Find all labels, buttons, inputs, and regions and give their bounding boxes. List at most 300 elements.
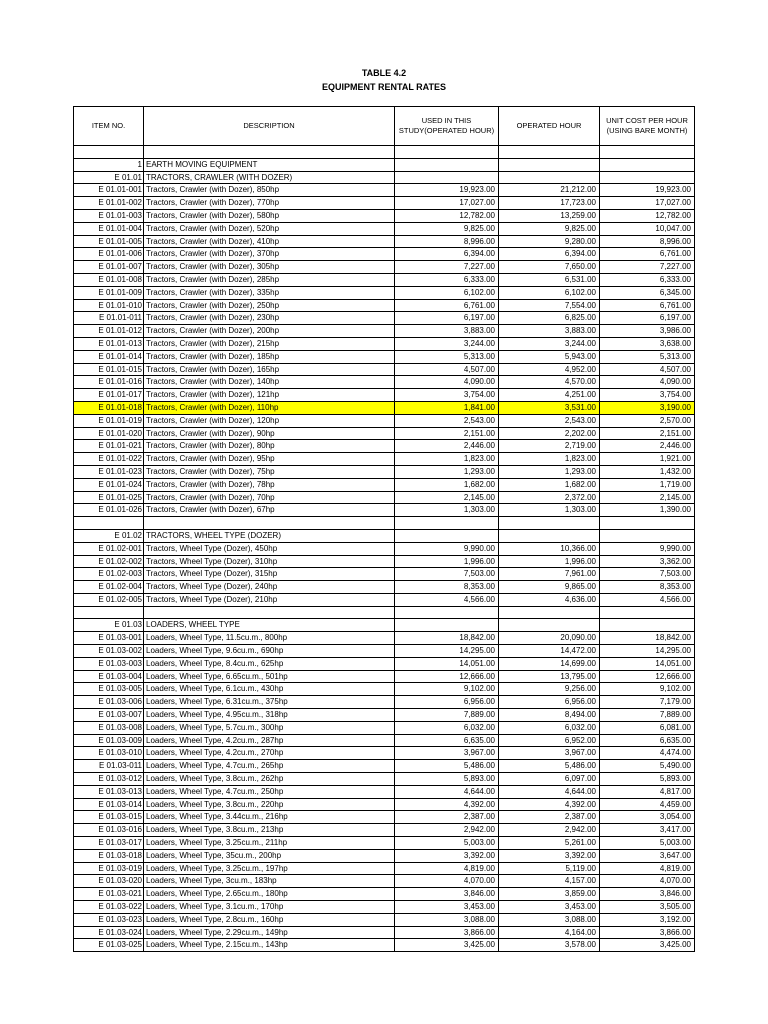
description-cell: Loaders, Wheel Type, 6.1cu.m., 430hp xyxy=(144,683,395,696)
unit-cost-cell: 14,295.00 xyxy=(600,645,695,658)
description-cell: Tractors, Crawler (with Dozer), 121hp xyxy=(144,389,395,402)
table-row xyxy=(74,747,695,760)
operated-hour-cell: 1,823.00 xyxy=(499,453,600,466)
unit-cost-cell: 4,507.00 xyxy=(600,363,695,376)
table-row xyxy=(74,568,695,581)
header-row xyxy=(74,107,695,146)
operated-hour-cell: 9,280.00 xyxy=(499,235,600,248)
operated-hour-cell: 14,472.00 xyxy=(499,645,600,658)
operated-hour-cell: 3,883.00 xyxy=(499,325,600,338)
description-cell xyxy=(144,517,395,530)
used-in-study-cell xyxy=(395,619,499,632)
used-in-study-cell: 1,303.00 xyxy=(395,504,499,517)
item-cell: E 01.01-002 xyxy=(74,197,144,210)
item-cell: E 01.03-014 xyxy=(74,798,144,811)
table-row xyxy=(74,465,695,478)
description-cell: Tractors, Crawler (with Dozer), 250hp xyxy=(144,299,395,312)
operated-hour-cell: 5,943.00 xyxy=(499,350,600,363)
description-cell: EARTH MOVING EQUIPMENT xyxy=(144,158,395,171)
table-row xyxy=(74,248,695,261)
description-cell: Tractors, Crawler (with Dozer), 520hp xyxy=(144,222,395,235)
used-in-study-cell: 3,846.00 xyxy=(395,888,499,901)
unit-cost-cell: 10,047.00 xyxy=(600,222,695,235)
table-row xyxy=(74,632,695,645)
table-row xyxy=(74,670,695,683)
description-cell xyxy=(144,606,395,619)
description-cell: Tractors, Wheel Type (Dozer), 450hp xyxy=(144,542,395,555)
used-in-study-cell: 7,227.00 xyxy=(395,261,499,274)
operated-hour-cell: 7,650.00 xyxy=(499,261,600,274)
used-in-study-cell: 4,819.00 xyxy=(395,862,499,875)
table-row xyxy=(74,760,695,773)
used-in-study-cell: 6,956.00 xyxy=(395,696,499,709)
description-cell: Tractors, Crawler (with Dozer), 78hp xyxy=(144,478,395,491)
used-in-study-cell xyxy=(395,171,499,184)
unit-cost-cell xyxy=(600,517,695,530)
unit-cost-cell: 9,990.00 xyxy=(600,542,695,555)
item-cell: E 01.01-011 xyxy=(74,312,144,325)
used-in-study-cell: 3,967.00 xyxy=(395,747,499,760)
operated-hour-cell: 5,119.00 xyxy=(499,862,600,875)
description-cell: Tractors, Crawler (with Dozer), 580hp xyxy=(144,209,395,222)
section-row xyxy=(74,171,695,184)
item-cell: E 01.01-020 xyxy=(74,427,144,440)
unit-cost-cell: 6,635.00 xyxy=(600,734,695,747)
item-cell: E 01.01-001 xyxy=(74,184,144,197)
description-cell: Tractors, Crawler (with Dozer), 120hp xyxy=(144,414,395,427)
operated-hour-cell: 4,952.00 xyxy=(499,363,600,376)
table-row xyxy=(74,222,695,235)
used-in-study-cell: 5,486.00 xyxy=(395,760,499,773)
unit-cost-cell: 7,227.00 xyxy=(600,261,695,274)
item-cell: E 01.03-021 xyxy=(74,888,144,901)
used-in-study-cell xyxy=(395,529,499,542)
item-cell: E 01.01-025 xyxy=(74,491,144,504)
description-cell: Loaders, Wheel Type, 3.1cu.m., 170hp xyxy=(144,901,395,914)
used-in-study-cell: 2,387.00 xyxy=(395,811,499,824)
operated-hour-cell: 1,996.00 xyxy=(499,555,600,568)
table-row xyxy=(74,363,695,376)
description-cell: Tractors, Crawler (with Dozer), 850hp xyxy=(144,184,395,197)
unit-cost-cell: 3,362.00 xyxy=(600,555,695,568)
table-row xyxy=(74,721,695,734)
used-in-study-cell: 2,543.00 xyxy=(395,414,499,427)
unit-cost-cell: 5,893.00 xyxy=(600,773,695,786)
operated-hour-cell: 6,394.00 xyxy=(499,248,600,261)
item-cell: E 01.01 xyxy=(74,171,144,184)
operated-hour-cell xyxy=(499,146,600,159)
item-cell: E 01.01-016 xyxy=(74,376,144,389)
unit-cost-cell: 1,390.00 xyxy=(600,504,695,517)
table-title: EQUIPMENT RENTAL RATES xyxy=(321,82,446,92)
used-in-study-cell: 2,151.00 xyxy=(395,427,499,440)
description-cell: Loaders, Wheel Type, 4.95cu.m., 318hp xyxy=(144,709,395,722)
unit-cost-cell: 4,566.00 xyxy=(600,593,695,606)
description-cell: Loaders, Wheel Type, 3.8cu.m., 220hp xyxy=(144,798,395,811)
description-cell: Loaders, Wheel Type, 3cu.m., 183hp xyxy=(144,875,395,888)
operated-hour-cell: 21,212.00 xyxy=(499,184,600,197)
item-cell: E 01.03-020 xyxy=(74,875,144,888)
unit-cost-cell: 3,417.00 xyxy=(600,824,695,837)
description-cell: Tractors, Crawler (with Dozer), 75hp xyxy=(144,465,395,478)
used-in-study-cell: 2,145.00 xyxy=(395,491,499,504)
operated-hour-cell: 9,825.00 xyxy=(499,222,600,235)
description-cell: Loaders, Wheel Type, 11.5cu.m., 800hp xyxy=(144,632,395,645)
unit-cost-cell: 6,081.00 xyxy=(600,721,695,734)
operated-hour-cell: 5,261.00 xyxy=(499,837,600,850)
operated-hour-cell: 3,453.00 xyxy=(499,901,600,914)
table-row xyxy=(74,184,695,197)
used-in-study-cell: 14,051.00 xyxy=(395,657,499,670)
used-in-study-cell: 3,883.00 xyxy=(395,325,499,338)
operated-hour-cell: 6,825.00 xyxy=(499,312,600,325)
used-in-study-cell: 1,841.00 xyxy=(395,401,499,414)
operated-hour-cell: 17,723.00 xyxy=(499,197,600,210)
operated-hour-cell xyxy=(499,619,600,632)
table-row xyxy=(74,901,695,914)
table-row xyxy=(74,389,695,402)
operated-hour-cell: 6,032.00 xyxy=(499,721,600,734)
unit-cost-cell: 4,817.00 xyxy=(600,785,695,798)
table-row xyxy=(74,913,695,926)
operated-hour-cell: 2,942.00 xyxy=(499,824,600,837)
unit-cost-cell xyxy=(600,606,695,619)
unit-cost-cell: 17,027.00 xyxy=(600,197,695,210)
operated-hour-cell xyxy=(499,158,600,171)
table-row xyxy=(74,337,695,350)
unit-cost-cell: 4,070.00 xyxy=(600,875,695,888)
unit-cost-cell: 8,996.00 xyxy=(600,235,695,248)
description-cell: Tractors, Crawler (with Dozer), 770hp xyxy=(144,197,395,210)
unit-cost-cell xyxy=(600,158,695,171)
operated-hour-cell: 3,967.00 xyxy=(499,747,600,760)
unit-cost-cell: 3,986.00 xyxy=(600,325,695,338)
item-cell: E 01.01-024 xyxy=(74,478,144,491)
operated-hour-cell: 7,554.00 xyxy=(499,299,600,312)
table-row xyxy=(74,798,695,811)
description-cell: Tractors, Crawler (with Dozer), 140hp xyxy=(144,376,395,389)
table-row xyxy=(74,478,695,491)
used-in-study-cell: 6,394.00 xyxy=(395,248,499,261)
operated-hour-cell: 1,303.00 xyxy=(499,504,600,517)
table-row xyxy=(74,273,695,286)
item-cell: E 01.02 xyxy=(74,529,144,542)
item-cell: E 01.02-001 xyxy=(74,542,144,555)
operated-hour-cell: 20,090.00 xyxy=(499,632,600,645)
item-cell: E 01.03-023 xyxy=(74,913,144,926)
description-cell: Tractors, Crawler (with Dozer), 215hp xyxy=(144,337,395,350)
unit-cost-cell: 2,151.00 xyxy=(600,427,695,440)
operated-hour-cell: 13,259.00 xyxy=(499,209,600,222)
used-in-study-cell: 4,392.00 xyxy=(395,798,499,811)
item-cell: E 01.01-004 xyxy=(74,222,144,235)
operated-hour-cell: 2,202.00 xyxy=(499,427,600,440)
used-in-study-cell xyxy=(395,606,499,619)
unit-cost-cell: 6,345.00 xyxy=(600,286,695,299)
description-cell: Tractors, Crawler (with Dozer), 70hp xyxy=(144,491,395,504)
item-cell: E 01.03-005 xyxy=(74,683,144,696)
header-description: DESCRIPTION xyxy=(144,107,395,146)
unit-cost-cell: 6,761.00 xyxy=(600,299,695,312)
description-cell: Tractors, Wheel Type (Dozer), 310hp xyxy=(144,555,395,568)
description-cell: Loaders, Wheel Type, 5.7cu.m., 300hp xyxy=(144,721,395,734)
used-in-study-cell: 3,754.00 xyxy=(395,389,499,402)
description-cell: Tractors, Crawler (with Dozer), 285hp xyxy=(144,273,395,286)
description-cell: Tractors, Wheel Type (Dozer), 315hp xyxy=(144,568,395,581)
description-cell: Loaders, Wheel Type, 6.65cu.m., 501hp xyxy=(144,670,395,683)
item-cell: E 01.01-019 xyxy=(74,414,144,427)
operated-hour-cell: 2,543.00 xyxy=(499,414,600,427)
description-cell: Tractors, Crawler (with Dozer), 410hp xyxy=(144,235,395,248)
item-cell: E 01.01-026 xyxy=(74,504,144,517)
description-cell: Loaders, Wheel Type, 2.8cu.m., 160hp xyxy=(144,913,395,926)
blank-row xyxy=(74,606,695,619)
description-cell: Tractors, Crawler (with Dozer), 200hp xyxy=(144,325,395,338)
item-cell: E 01.03-013 xyxy=(74,785,144,798)
table-row xyxy=(74,453,695,466)
unit-cost-cell: 6,333.00 xyxy=(600,273,695,286)
operated-hour-cell: 4,251.00 xyxy=(499,389,600,402)
operated-hour-cell: 7,961.00 xyxy=(499,568,600,581)
item-cell: E 01.03-017 xyxy=(74,837,144,850)
description-cell: Tractors, Crawler (with Dozer), 185hp xyxy=(144,350,395,363)
item-cell: E 01.01-021 xyxy=(74,440,144,453)
used-in-study-cell: 2,942.00 xyxy=(395,824,499,837)
table-row xyxy=(74,926,695,939)
operated-hour-cell: 4,570.00 xyxy=(499,376,600,389)
used-in-study-cell: 4,070.00 xyxy=(395,875,499,888)
table-row xyxy=(74,939,695,952)
description-cell: TRACTORS, WHEEL TYPE (DOZER) xyxy=(144,529,395,542)
used-in-study-cell xyxy=(395,158,499,171)
item-cell: E 01.01-009 xyxy=(74,286,144,299)
description-cell: Loaders, Wheel Type, 3.8cu.m., 262hp xyxy=(144,773,395,786)
used-in-study-cell: 3,244.00 xyxy=(395,337,499,350)
table-row xyxy=(74,555,695,568)
used-in-study-cell: 6,333.00 xyxy=(395,273,499,286)
item-cell: E 01.02-002 xyxy=(74,555,144,568)
operated-hour-cell: 8,494.00 xyxy=(499,709,600,722)
operated-hour-cell: 4,164.00 xyxy=(499,926,600,939)
description-cell: Loaders, Wheel Type, 4.2cu.m., 287hp xyxy=(144,734,395,747)
operated-hour-cell: 3,578.00 xyxy=(499,939,600,952)
unit-cost-cell: 1,719.00 xyxy=(600,478,695,491)
item-cell: E 01.02-004 xyxy=(74,581,144,594)
operated-hour-cell: 6,102.00 xyxy=(499,286,600,299)
header-unit-cost: UNIT COST PER HOUR (USING BARE MONTH) xyxy=(600,107,695,146)
unit-cost-cell xyxy=(600,146,695,159)
item-cell: E 01.03-018 xyxy=(74,849,144,862)
description-cell: Loaders, Wheel Type, 2.29cu.m., 149hp xyxy=(144,926,395,939)
table-row xyxy=(74,811,695,824)
unit-cost-cell: 6,761.00 xyxy=(600,248,695,261)
operated-hour-cell: 1,682.00 xyxy=(499,478,600,491)
item-cell: E 01.03-022 xyxy=(74,901,144,914)
item-cell: E 01.02-005 xyxy=(74,593,144,606)
table-row xyxy=(74,888,695,901)
unit-cost-cell: 14,051.00 xyxy=(600,657,695,670)
table-row xyxy=(74,875,695,888)
unit-cost-cell: 5,313.00 xyxy=(600,350,695,363)
operated-hour-cell: 9,256.00 xyxy=(499,683,600,696)
section-row xyxy=(74,529,695,542)
operated-hour-cell xyxy=(499,517,600,530)
used-in-study-cell: 9,102.00 xyxy=(395,683,499,696)
description-cell xyxy=(144,146,395,159)
unit-cost-cell: 19,923.00 xyxy=(600,184,695,197)
used-in-study-cell: 17,027.00 xyxy=(395,197,499,210)
item-cell: E 01.03-024 xyxy=(74,926,144,939)
item-cell: E 01.03-015 xyxy=(74,811,144,824)
description-cell: Tractors, Crawler (with Dozer), 165hp xyxy=(144,363,395,376)
unit-cost-cell: 3,638.00 xyxy=(600,337,695,350)
unit-cost-cell: 7,889.00 xyxy=(600,709,695,722)
table-row xyxy=(74,593,695,606)
unit-cost-cell: 12,782.00 xyxy=(600,209,695,222)
table-row xyxy=(74,657,695,670)
operated-hour-cell: 5,486.00 xyxy=(499,760,600,773)
unit-cost-cell: 4,459.00 xyxy=(600,798,695,811)
unit-cost-cell: 3,054.00 xyxy=(600,811,695,824)
table-row xyxy=(74,709,695,722)
table-row xyxy=(74,440,695,453)
used-in-study-cell: 6,197.00 xyxy=(395,312,499,325)
item-cell: E 01.01-012 xyxy=(74,325,144,338)
unit-cost-cell: 3,846.00 xyxy=(600,888,695,901)
table-row xyxy=(74,427,695,440)
item-cell: E 01.03-003 xyxy=(74,657,144,670)
used-in-study-cell: 3,088.00 xyxy=(395,913,499,926)
operated-hour-cell: 9,865.00 xyxy=(499,581,600,594)
table-row xyxy=(74,849,695,862)
unit-cost-cell: 4,474.00 xyxy=(600,747,695,760)
description-cell: Loaders, Wheel Type, 3.25cu.m., 197hp xyxy=(144,862,395,875)
used-in-study-cell: 1,682.00 xyxy=(395,478,499,491)
used-in-study-cell: 1,823.00 xyxy=(395,453,499,466)
unit-cost-cell: 4,090.00 xyxy=(600,376,695,389)
table-row xyxy=(74,773,695,786)
operated-hour-cell: 2,387.00 xyxy=(499,811,600,824)
used-in-study-cell: 3,425.00 xyxy=(395,939,499,952)
item-cell: E 01.03-025 xyxy=(74,939,144,952)
used-in-study-cell: 8,353.00 xyxy=(395,581,499,594)
description-cell: Loaders, Wheel Type, 3.44cu.m., 216hp xyxy=(144,811,395,824)
item-cell: E 01.01-015 xyxy=(74,363,144,376)
description-cell: Loaders, Wheel Type, 35cu.m., 200hp xyxy=(144,849,395,862)
used-in-study-cell xyxy=(395,146,499,159)
used-in-study-cell: 3,392.00 xyxy=(395,849,499,862)
table-row xyxy=(74,197,695,210)
blank-row xyxy=(74,146,695,159)
item-cell: E 01.03-001 xyxy=(74,632,144,645)
operated-hour-cell: 2,719.00 xyxy=(499,440,600,453)
table-row xyxy=(74,312,695,325)
used-in-study-cell: 5,313.00 xyxy=(395,350,499,363)
item-cell: E 01.03-002 xyxy=(74,645,144,658)
operated-hour-cell xyxy=(499,529,600,542)
description-cell: Loaders, Wheel Type, 4.7cu.m., 265hp xyxy=(144,760,395,773)
table-row xyxy=(74,696,695,709)
operated-hour-cell: 14,699.00 xyxy=(499,657,600,670)
description-cell: Tractors, Crawler (with Dozer), 110hp xyxy=(144,401,395,414)
table-row xyxy=(74,299,695,312)
table-row xyxy=(74,401,695,414)
unit-cost-cell: 4,819.00 xyxy=(600,862,695,875)
unit-cost-cell: 5,490.00 xyxy=(600,760,695,773)
used-in-study-cell: 9,825.00 xyxy=(395,222,499,235)
used-in-study-cell: 5,893.00 xyxy=(395,773,499,786)
section-row xyxy=(74,158,695,171)
item-cell xyxy=(74,517,144,530)
used-in-study-cell: 4,090.00 xyxy=(395,376,499,389)
item-cell: E 01.01-023 xyxy=(74,465,144,478)
unit-cost-cell: 6,197.00 xyxy=(600,312,695,325)
description-cell: Loaders, Wheel Type, 4.7cu.m., 250hp xyxy=(144,785,395,798)
item-cell: E 01.03-006 xyxy=(74,696,144,709)
used-in-study-cell: 7,889.00 xyxy=(395,709,499,722)
used-in-study-cell: 2,446.00 xyxy=(395,440,499,453)
operated-hour-cell: 4,157.00 xyxy=(499,875,600,888)
table-row xyxy=(74,235,695,248)
description-cell: Tractors, Wheel Type (Dozer), 240hp xyxy=(144,581,395,594)
table-row xyxy=(74,542,695,555)
unit-cost-cell: 12,666.00 xyxy=(600,670,695,683)
item-cell: E 01.01-017 xyxy=(74,389,144,402)
description-cell: Loaders, Wheel Type, 6.31cu.m., 375hp xyxy=(144,696,395,709)
used-in-study-cell: 14,295.00 xyxy=(395,645,499,658)
table-row xyxy=(74,504,695,517)
unit-cost-cell: 8,353.00 xyxy=(600,581,695,594)
blank-row xyxy=(74,517,695,530)
description-cell: LOADERS, WHEEL TYPE xyxy=(144,619,395,632)
used-in-study-cell: 4,566.00 xyxy=(395,593,499,606)
used-in-study-cell: 19,923.00 xyxy=(395,184,499,197)
item-cell: E 01.01-007 xyxy=(74,261,144,274)
unit-cost-cell: 18,842.00 xyxy=(600,632,695,645)
used-in-study-cell: 9,990.00 xyxy=(395,542,499,555)
unit-cost-cell: 3,647.00 xyxy=(600,849,695,862)
item-cell: E 01.03-016 xyxy=(74,824,144,837)
table-row xyxy=(74,645,695,658)
used-in-study-cell: 6,032.00 xyxy=(395,721,499,734)
operated-hour-cell: 6,956.00 xyxy=(499,696,600,709)
item-cell: E 01.03-007 xyxy=(74,709,144,722)
description-cell: Loaders, Wheel Type, 4.2cu.m., 270hp xyxy=(144,747,395,760)
operated-hour-cell: 10,366.00 xyxy=(499,542,600,555)
description-cell: Tractors, Crawler (with Dozer), 80hp xyxy=(144,440,395,453)
used-in-study-cell: 12,666.00 xyxy=(395,670,499,683)
unit-cost-cell: 2,570.00 xyxy=(600,414,695,427)
description-cell: Tractors, Crawler (with Dozer), 67hp xyxy=(144,504,395,517)
operated-hour-cell: 6,531.00 xyxy=(499,273,600,286)
item-cell: E 01.01-013 xyxy=(74,337,144,350)
table-row xyxy=(74,837,695,850)
description-cell: Tractors, Crawler (with Dozer), 95hp xyxy=(144,453,395,466)
table-body xyxy=(74,146,695,952)
table-row xyxy=(74,824,695,837)
description-cell: Loaders, Wheel Type, 3.8cu.m., 213hp xyxy=(144,824,395,837)
unit-cost-cell: 9,102.00 xyxy=(600,683,695,696)
description-cell: Tractors, Wheel Type (Dozer), 210hp xyxy=(144,593,395,606)
header-used-in-study: USED IN THIS STUDY(OPERATED HOUR) xyxy=(395,107,499,146)
header-operated-hour: OPERATED HOUR xyxy=(499,107,600,146)
unit-cost-cell: 3,190.00 xyxy=(600,401,695,414)
operated-hour-cell: 1,293.00 xyxy=(499,465,600,478)
used-in-study-cell: 7,503.00 xyxy=(395,568,499,581)
operated-hour-cell: 6,952.00 xyxy=(499,734,600,747)
item-cell: E 01.01-003 xyxy=(74,209,144,222)
rental-rates-table xyxy=(73,106,695,952)
